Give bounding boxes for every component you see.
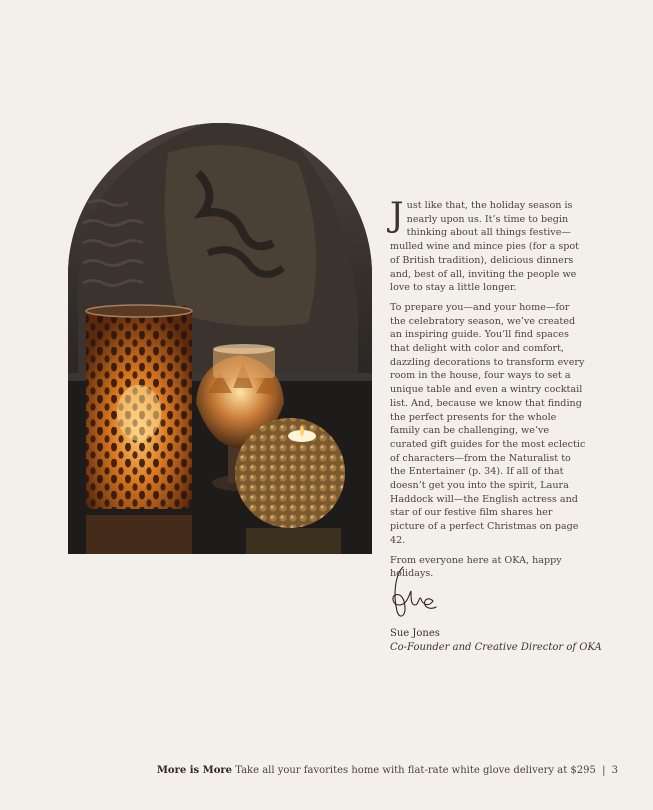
signer-name: Sue Jones [390, 628, 440, 639]
letter-paragraph-3: From everyone here at OKA, happy holidays. [390, 554, 562, 580]
letter-paragraph-1 [390, 195, 588, 295]
footer-text: Take all your favorites home with flat-rate white glove delivery at $295 [235, 765, 596, 776]
handwritten-signature [389, 565, 437, 621]
hero-photo-candles [68, 123, 372, 554]
signer-title: Co-Founder and Creative Director of OKA [390, 642, 602, 653]
drop-cap: J [390, 195, 404, 235]
letter-paragraph-2: To prepare you—and your home—for the celebratory season, we’ve created an inspiring guide. You’ll find spaces that delight with color and comfort, dazzling decorations to transform every room in the house, four ways to set a unique table and even a wintry cocktail list. And, because we know that finding the perfect presents for the whole family can be challenging, we’ve curated gift guides for the most eclectic of characters—from the Naturalist to the Entertainer (p. 34). If all of that doesn’t get you into the spirit, Laura Haddock will—the English actress and star of our festive film shares her picture of a perfect Christmas on page 42. [390, 301, 586, 546]
page-number: 3 [611, 765, 618, 776]
candle-scene-illustration [68, 123, 372, 554]
letter-paragraph-1-text: ust like that, the holiday season is nearly upon us. It’s time to begin thinking about all things festive—mulled wine and mince pies (for a spot of British tradition), delicious dinners and, best of all, inviting the people we love to stay a little longer. [390, 200, 580, 294]
footer-brand: More is More [156, 765, 232, 776]
editor-letter [390, 195, 588, 587]
signer-block [390, 627, 602, 655]
footer-separator: | [602, 765, 606, 776]
page-footer [157, 765, 618, 776]
